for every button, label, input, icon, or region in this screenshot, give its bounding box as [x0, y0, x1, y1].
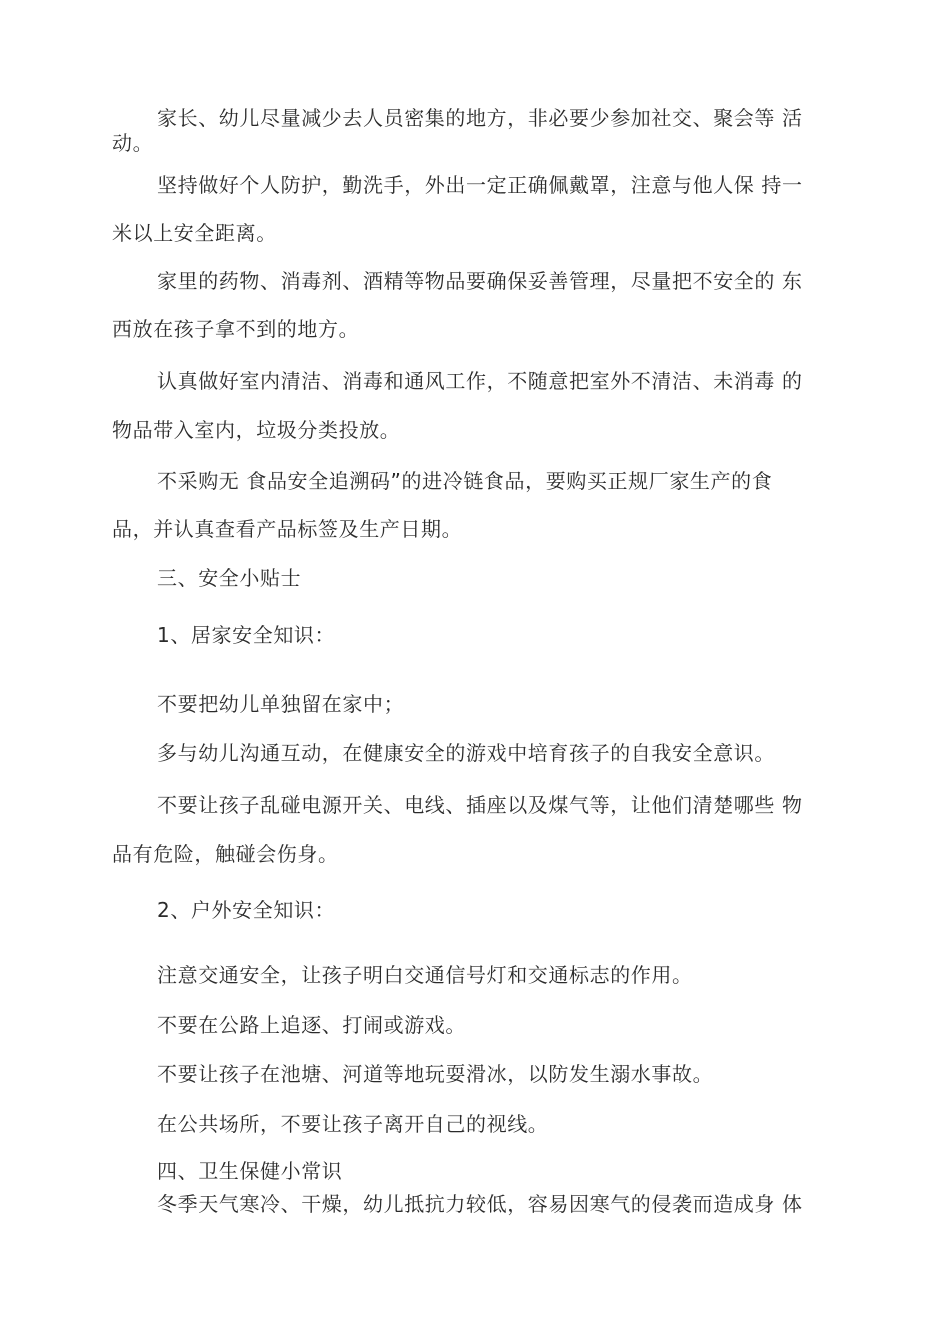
home-safety-item-3-line-1: 不要让孩子乱碰电源开关、电线、插座以及煤气等，让他们清楚哪些 物: [157, 793, 803, 817]
subheading-outdoor-safety: 2、户外安全知识：: [157, 898, 336, 922]
paragraph-1-line-2: 动。: [112, 131, 154, 155]
paragraph-2-line-2: 米以上安全距离。: [112, 221, 277, 245]
section-heading-safety-tips: 三、安全小贴士: [157, 566, 302, 590]
paragraph-5-line-1: 不采购无 食品安全追溯码”的进冷链食品，要购买正规厂家生产的食: [157, 469, 773, 493]
paragraph-4-line-2: 物品带入室内，垃圾分类投放。: [112, 418, 401, 442]
home-safety-item-2: 多与幼儿沟通互动，在健康安全的游戏中培育孩子的自我安全意识。: [157, 741, 775, 765]
home-safety-item-1: 不要把幼儿单独留在家中；: [157, 692, 405, 716]
subheading-home-safety: 1、居家安全知识：: [157, 623, 336, 647]
paragraph-3-line-1: 家里的药物、消毒剂、酒精等物品要确保妥善管理，尽量把不安全的 东: [157, 269, 803, 293]
paragraph-5-line-2: 品，并认真查看产品标签及生产日期。: [112, 517, 463, 541]
outdoor-safety-item-3: 不要让孩子在池塘、河道等地玩耍滑冰，以防发生溺水事故。: [157, 1062, 714, 1086]
outdoor-safety-item-2: 不要在公路上追逐、打闹或游戏。: [157, 1013, 466, 1037]
section-heading-health-care: 四、卫生保健小常识: [157, 1159, 343, 1183]
paragraph-3-line-2: 西放在孩子拿不到的地方。: [112, 317, 360, 341]
paragraph-1-line-1: 家长、幼儿尽量减少去人员密集的地方，非必要少参加社交、聚会等 活: [157, 106, 803, 130]
health-care-paragraph-line-1: 冬季天气寒冷、干燥，幼儿抵抗力较低，容易因寒气的侵袭而造成身 体: [157, 1192, 803, 1216]
outdoor-safety-item-1: 注意交通安全，让孩子明白交通信号灯和交通标志的作用。: [157, 963, 693, 987]
paragraph-2-line-1: 坚持做好个人防护，勤洗手，外出一定正确佩戴罩，注意与他人保 持一: [157, 173, 803, 197]
home-safety-item-3-line-2: 品有危险，触碰会伤身。: [112, 842, 339, 866]
paragraph-4-line-1: 认真做好室内清洁、消毒和通风工作，不随意把室外不清洁、未消毒 的: [157, 369, 803, 393]
outdoor-safety-item-4: 在公共场所，不要让孩子离开自己的视线。: [157, 1112, 549, 1136]
